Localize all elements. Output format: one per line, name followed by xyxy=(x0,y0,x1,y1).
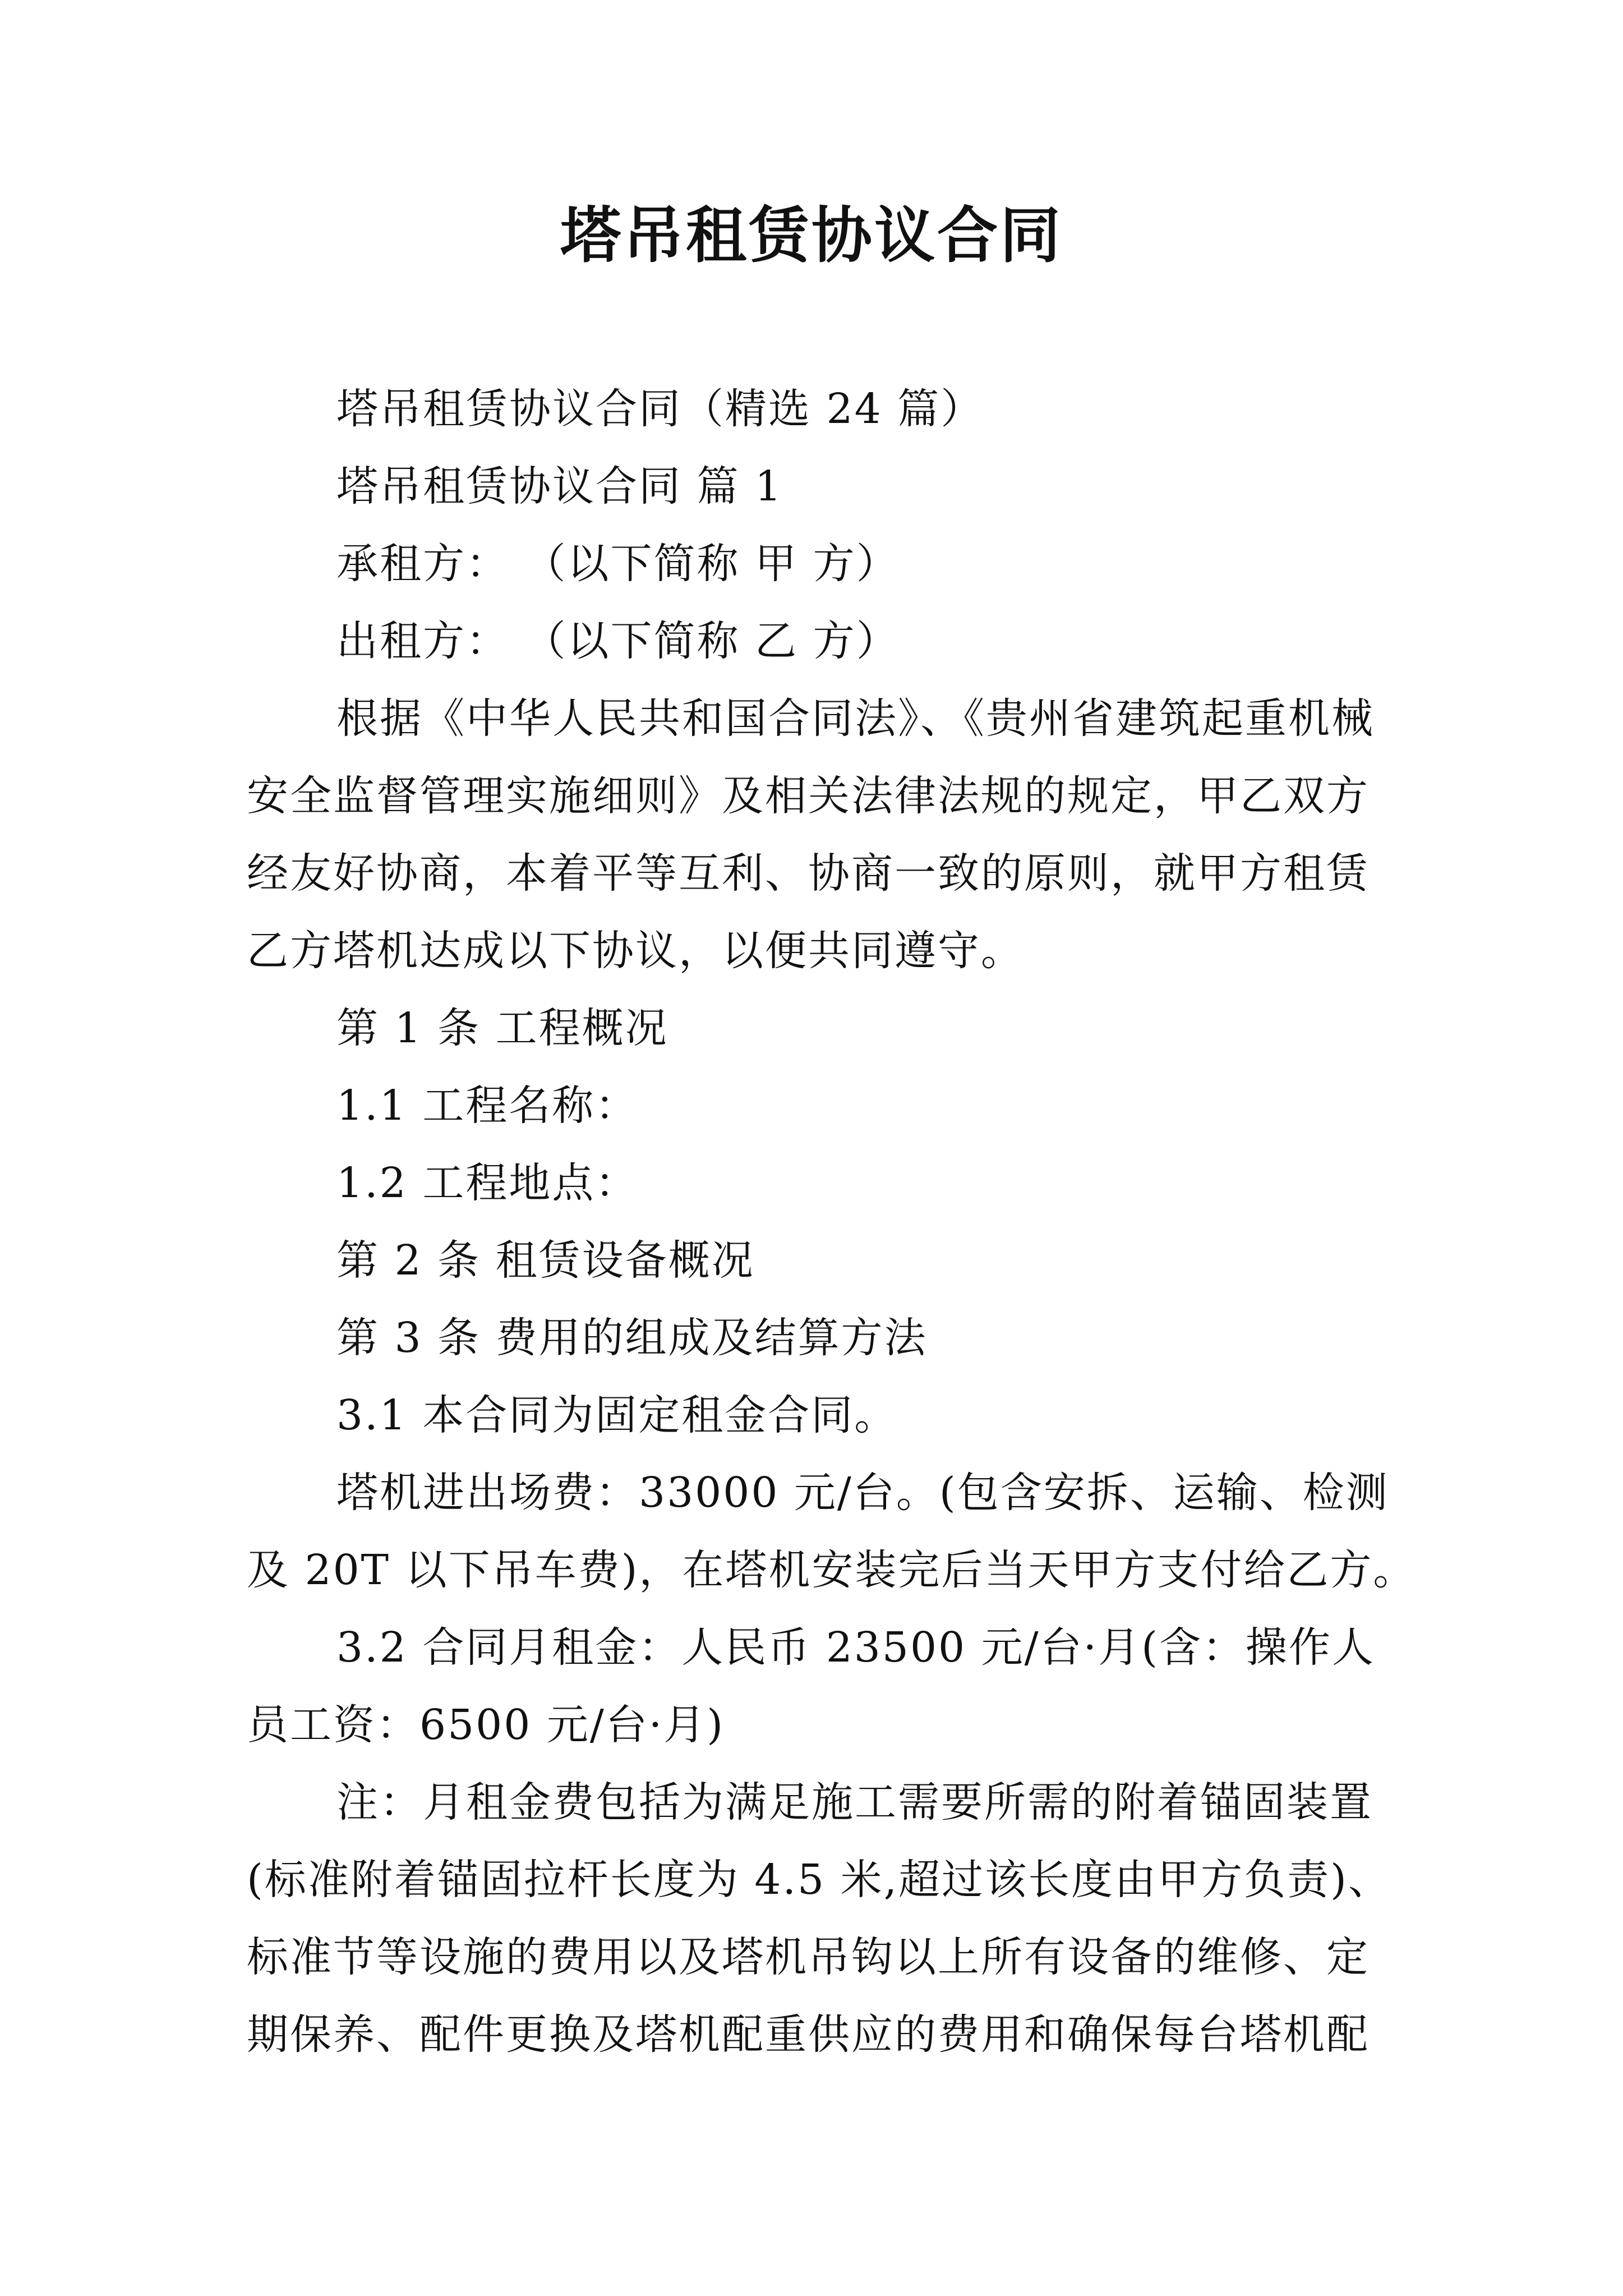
text-line: 塔机进出场费：33000 元/台。(包含安拆、运输、检测 xyxy=(336,1469,1389,1517)
text-line: 塔吊租赁协议合同 篇 1 xyxy=(336,462,783,510)
text-line: 1.2 工程地点： xyxy=(336,1159,639,1207)
document-body xyxy=(247,370,1417,2073)
text-line: (标准附着锚固拉杆长度为 4.5 米,超过该长度由甲方负责)、 xyxy=(247,1856,1391,1904)
text-line: 承租方： （以下简称 甲 方） xyxy=(336,540,900,588)
text-line: 1.1 工程名称： xyxy=(336,1082,639,1130)
text-line: 塔吊租赁协议合同（精选 24 篇） xyxy=(336,385,984,433)
text-line: 注：月租金费包括为满足施工需要所需的附着锚固装置 xyxy=(336,1778,1373,1826)
text-line: 经友好协商，本着平等互利、协商一致的原则，就甲方租赁 xyxy=(247,849,1370,898)
document-title: 塔吊租赁协议合同 xyxy=(560,200,1063,271)
text-line: 3.1 本合同为固定租金合同。 xyxy=(336,1391,898,1439)
text-line: 第 2 条 租赁设备概况 xyxy=(336,1236,755,1285)
text-line: 3.2 合同月租金：人民币 23500 元/台·月(含：操作人 xyxy=(336,1623,1375,1672)
text-line: 安全监督管理实施细则》及相关法律法规的规定，甲乙双方 xyxy=(247,772,1370,820)
text-line: 第 1 条 工程概况 xyxy=(336,1004,668,1052)
text-line: 乙方塔机达成以下协议，以便共同遵守。 xyxy=(247,927,1024,975)
text-line: 期保养、配件更换及塔机配重供应的费用和确保每台塔机配 xyxy=(247,2010,1370,2059)
text-line: 第 3 条 费用的组成及结算方法 xyxy=(336,1314,928,1362)
text-line: 标准节等设施的费用以及塔机吊钩以上所有设备的维修、定 xyxy=(247,1933,1370,1981)
text-line: 及 20T 以下吊车费)，在塔机安装完后当天甲方支付给乙方。 xyxy=(247,1546,1417,1594)
text-line: 根据《中华人民共和国合同法》、《贵州省建筑起重机械 xyxy=(336,694,1375,743)
text-line: 出租方： （以下简称 乙 方） xyxy=(336,617,900,665)
text-line: 员工资：6500 元/台·月) xyxy=(247,1701,725,1749)
